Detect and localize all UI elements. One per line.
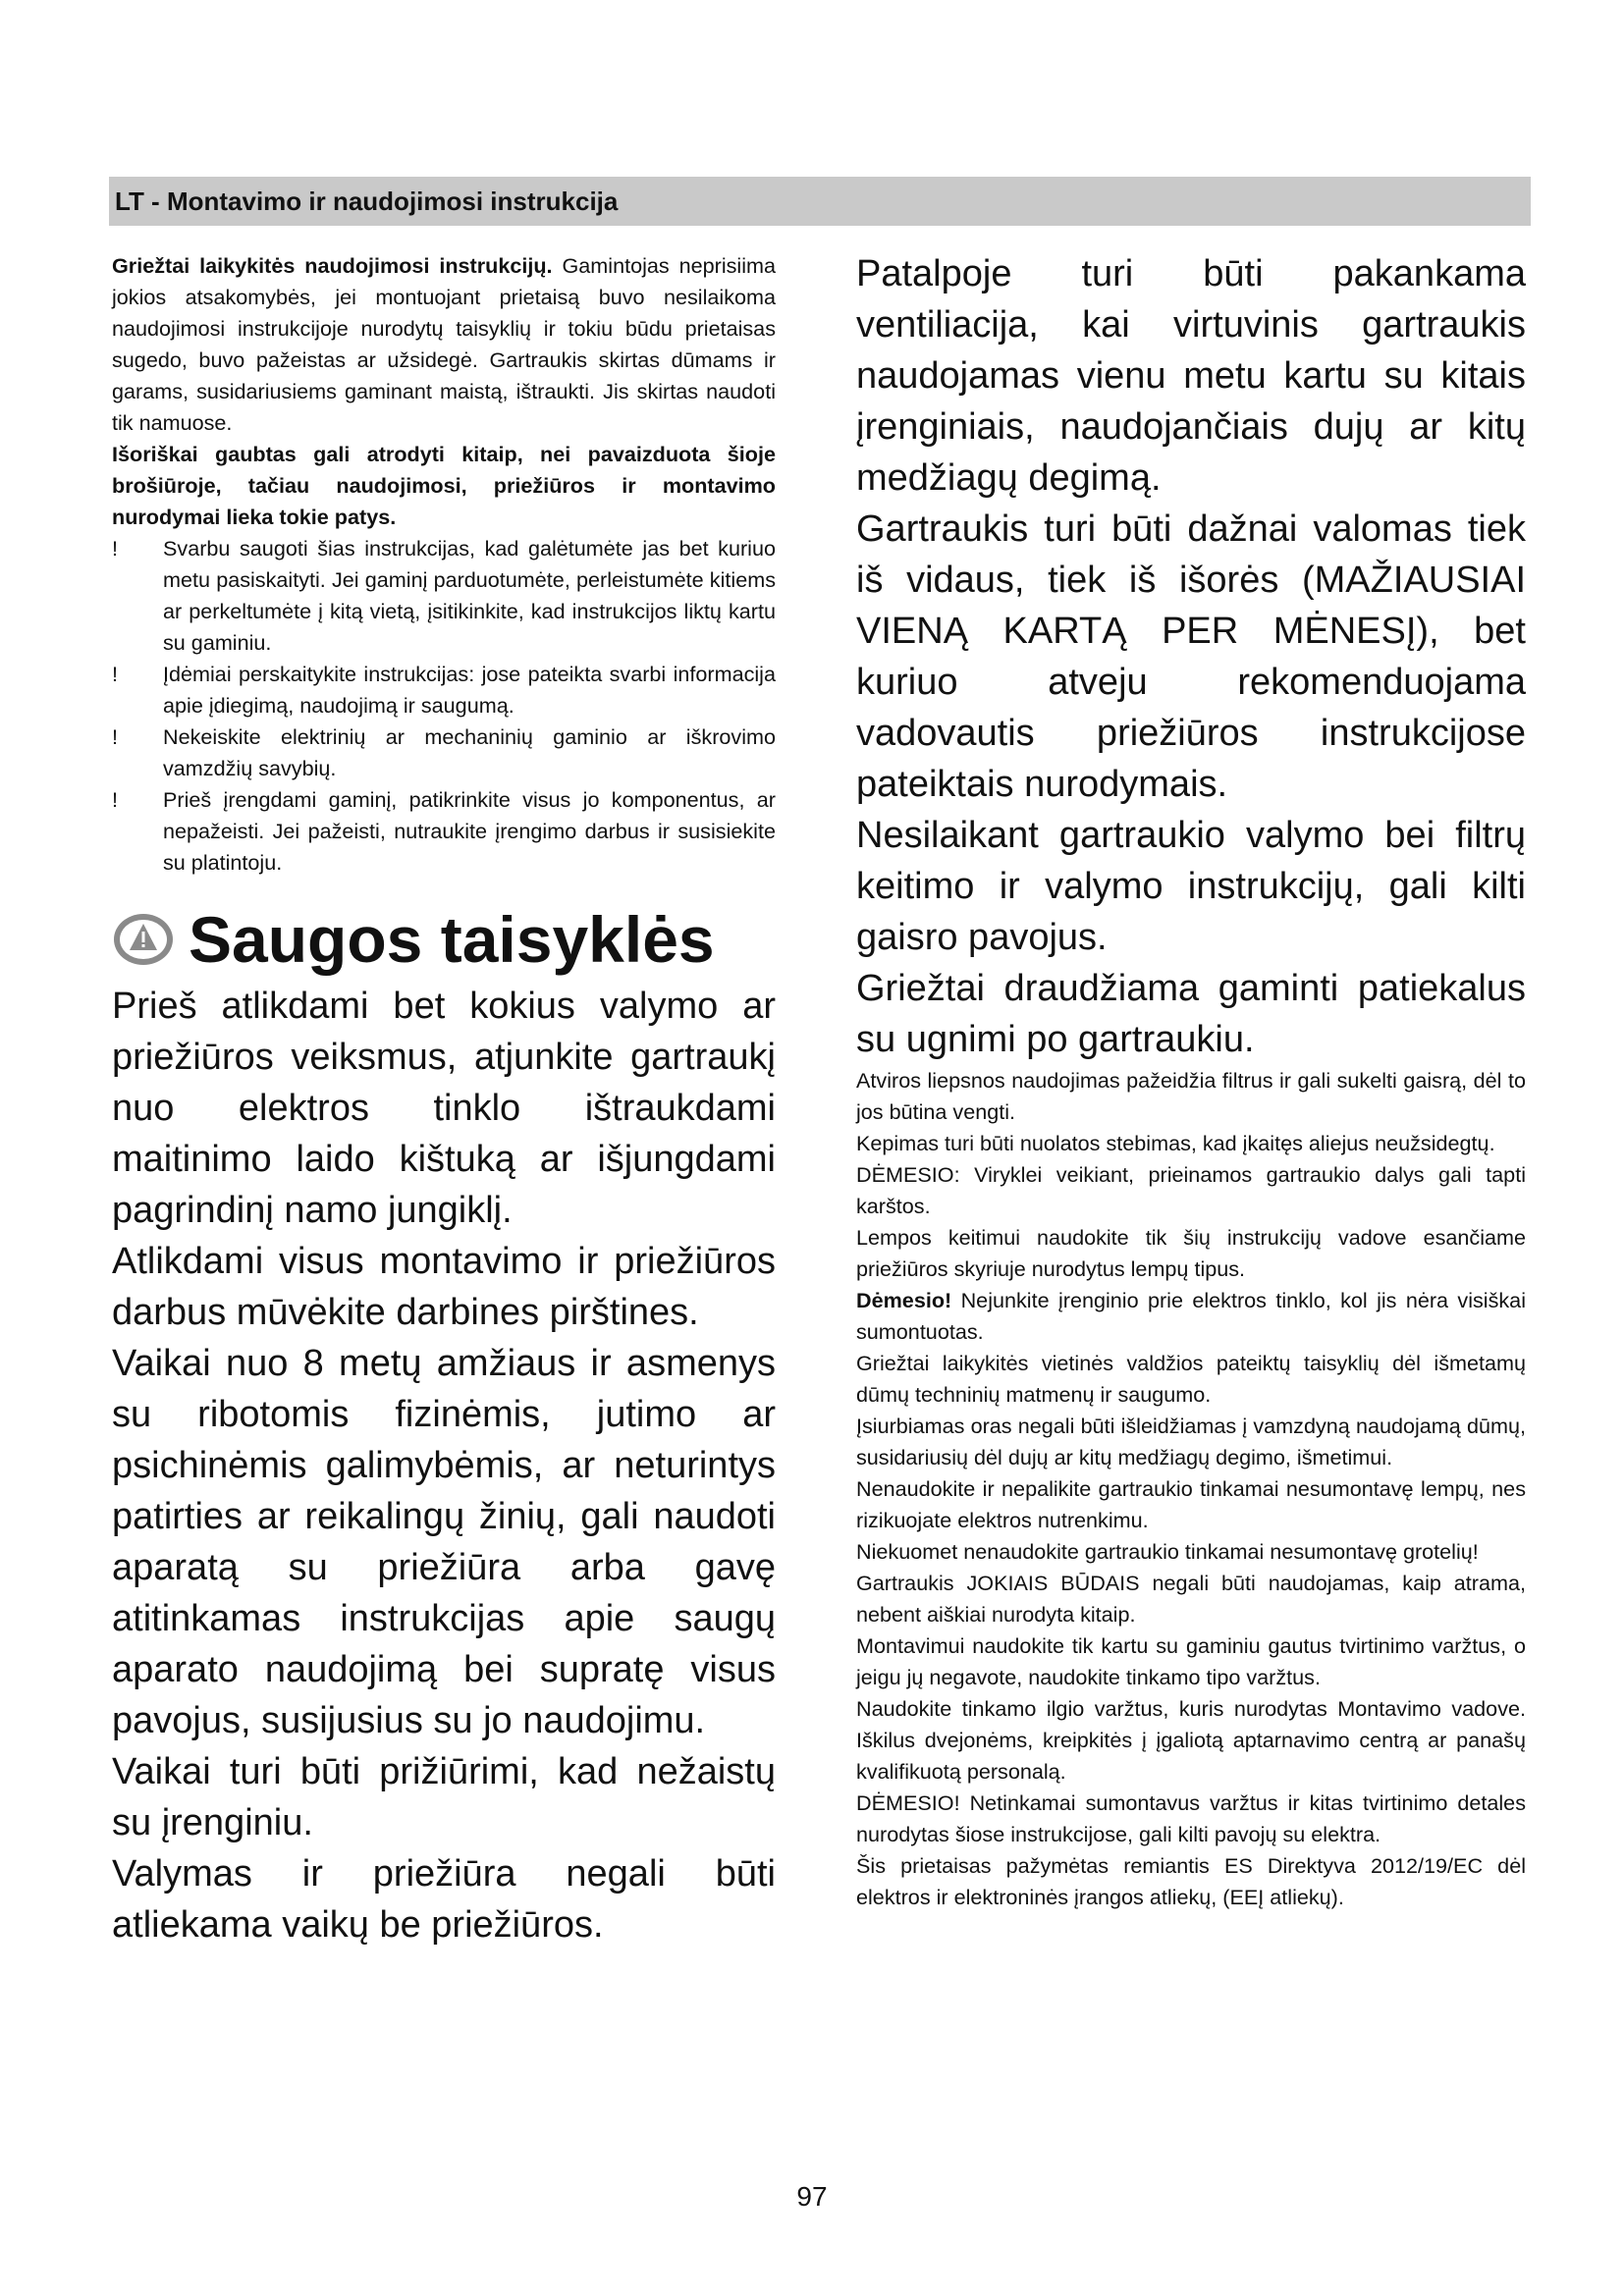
bullet-list <box>112 533 776 879</box>
safety-paragraph: Atlikdami visus montavimo ir priežiūros darbus mūvėkite darbines pirštines. <box>112 1241 776 1333</box>
bullet-mark: ! <box>112 662 118 686</box>
page-number: 97 <box>796 2181 828 2212</box>
attention-lead: Dėmesio! <box>856 1288 952 1312</box>
intro-bold-note: Išoriškai gaubtas gali atrodyti kitaip, nei pavaizduota šioje brošiūroje, tačiau naudojimosi, priežiūros ir montavimo nurodymai lieka tokie patys. <box>112 442 776 529</box>
safety-heading <box>112 900 776 979</box>
attention-rest: Nejunkite įrenginio prie elektros tinklo, kol jis nėra visiškai sumontuotas. <box>856 1288 1526 1344</box>
safety-paragraph: Nesilaikant gartraukio valymo bei filtrų keitimo ir valymo instrukcijų, gali kilti gaisro pavojus. <box>856 815 1526 958</box>
note-paragraph: Šis prietaisas pažymėtas remiantis ES Direktyva 2012/19/EC dėl elektros ir elektroninės įrangos atliekų, (EEĮ atliekų). <box>856 1853 1526 1909</box>
note-paragraph: Įsiurbiamas oras negali būti išleidžiamas į vamzdyną naudojamą dūmų, susidariusių dėl dujų ar kitų medžiagų degimo, išmetimui. <box>856 1414 1526 1469</box>
safety-paragraph: Patalpoje turi būti pakankama ventiliacija, kai virtuvinis gartraukis naudojamas vienu metu kartu su kitais įrenginiais, naudojančiais dujų ar kitų medžiagų degimą. <box>856 253 1526 499</box>
list-item <box>112 784 776 879</box>
bullet-mark: ! <box>112 536 118 561</box>
intro-rest: Gamintojas neprisiima jokios atsakomybės, jei montuojant prietaisą buvo nesilaikoma naudojimosi instrukcijoje nurodytų taisyklių ir tokiu būdu prietaisas sugedo, buvo pažeistas ar užsidegė. Gartraukis skirtas dūmams ir garams, susidariusiems gaminant maistą, ištraukti. Jis skirtas naudoti tik namuose. <box>112 253 777 435</box>
left-column <box>112 250 776 1950</box>
safety-paragraph: Gartraukis turi būti dažnai valomas tiek iš vidaus, tiek iš išorės (MAŽIAUSIAI VIENĄ KARTĄ PER MĖNESĮ), bet kuriuo atveju rekomenduojama vadovautis priežiūros instrukcijose pateiktais nurodymais. <box>856 508 1526 805</box>
note-paragraph: DĖMESIO! Netinkamai sumontavus varžtus ir kitas tvirtinimo detales nurodytas šiose instrukcijose, gali kilti pavojų su elektra. <box>856 1790 1526 1846</box>
right-column <box>856 248 1526 1913</box>
note-paragraph: Naudokite tinkamo ilgio varžtus, kuris nurodytas Montavimo vadove. Iškilus dvejonėms, kreipkitės į įgaliotą aptarnavimo centrą ar panašų kvalifikuotą personalą. <box>856 1696 1526 1784</box>
bullet-text: Svarbu saugoti šias instrukcijas, kad galėtumėte jas bet kuriuo metu pasiskaityti. Jei gaminį parduotumėte, perleistumėte kitiems ar perkeltumėte į kitą vietą, įsitikinkite, kad instrukcijos liktų kartu su gaminiu. <box>163 536 776 655</box>
safety-title: Saugos taisyklės <box>189 903 715 976</box>
bullet-text: Prieš įrengdami gaminį, patikrinkite visus jo komponentus, ar nepažeisti. Jei pažeisti, nutraukite įrengimo darbus ir susisiekite su platintoju. <box>163 787 776 875</box>
note-paragraph: Griežtai laikykitės vietinės valdžios pateiktų taisyklių dėl išmetamų dūmų techninių matmenų ir saugumo. <box>856 1351 1526 1407</box>
note-paragraph: Niekuomet nenaudokite gartraukio tinkamai nesumontavę grotelių! <box>856 1539 1479 1564</box>
bullet-mark: ! <box>112 724 118 749</box>
note-paragraph: Montavimui naudokite tik kartu su gaminiu gautus tvirtinimo varžtus, o jeigu jų negavote, naudokite tinkamo tipo varžtus. <box>856 1633 1526 1689</box>
safety-paragraph: Valymas ir priežiūra negali būti atliekama vaikų be priežiūros. <box>112 1853 776 1946</box>
safety-paragraph: Vaikai turi būti prižiūrimi, kad nežaistų su įrenginiu. <box>112 1751 776 1843</box>
note-paragraph: Lempos keitimui naudokite tik šių instrukcijų vadove esančiame priežiūros skyriuje nurodytus lempų tipus. <box>856 1225 1526 1281</box>
bullet-text: Įdėmiai perskaitykite instrukcijas: jose pateikta svarbi informacija apie įdiegimą, naudojimą ir saugumą. <box>163 662 776 718</box>
safety-paragraph: Vaikai nuo 8 metų amžiaus ir asmenys su ribotomis fizinėmis, jutimo ar psichinėmis galimybėmis, ar neturintys patirties ar reikalingų žinių, gali naudoti aparatą su priežiūra arba gavę atitinkamas instrukcijas apie saugų aparato naudojimą bei supratę visus pavojus, susijusius su jo naudojimu. <box>112 1343 776 1741</box>
safety-paragraph: Prieš atlikdami bet kokius valymo ar priežiūros veiksmus, atjunkite gartraukį nuo elektros tinklo ištraukdami maitinimo laido kištuką ar išjungdami pagrindinį namo jungiklį. <box>112 986 776 1231</box>
list-item <box>112 659 776 721</box>
note-paragraph: Kepimas turi būti nuolatos stebimas, kad įkaitęs aliejus neužsidegtų. <box>856 1131 1495 1155</box>
note-paragraph: Nenaudokite ir nepalikite gartraukio tinkamai nesumontavę lempų, nes rizikuojate elektros nutrenkimu. <box>856 1476 1526 1532</box>
note-paragraph: Gartraukis JOKIAIS BŪDAIS negali būti naudojamas, kaip atrama, nebent aiškiai nurodyta kitaip. <box>856 1571 1526 1627</box>
section-header <box>109 177 1531 226</box>
list-item <box>112 533 776 659</box>
list-item <box>112 721 776 784</box>
bullet-mark: ! <box>112 787 118 812</box>
attention-paragraph <box>856 1285 1526 1348</box>
note-paragraph: DĖMESIO: Viryklei veikiant, prieinamos gartraukio dalys gali tapti karštos. <box>856 1162 1526 1218</box>
note-paragraph: Atviros liepsnos naudojimas pažeidžia filtrus ir gali sukelti gaisrą, dėl to jos būtina vengti. <box>856 1068 1526 1124</box>
safety-paragraph: Griežtai draudžiama gaminti patiekalus su ugnimi po gartraukiu. <box>856 968 1526 1060</box>
intro-lead: Griežtai laikykitės naudojimosi instrukcijų. <box>112 253 553 278</box>
warning-icon <box>112 911 175 968</box>
intro-paragraph <box>112 250 776 439</box>
section-title: LT - Montavimo ir naudojimosi instrukcija <box>115 186 619 216</box>
bullet-text: Nekeiskite elektrinių ar mechaninių gaminio ar iškrovimo vamzdžių savybių. <box>163 724 776 780</box>
